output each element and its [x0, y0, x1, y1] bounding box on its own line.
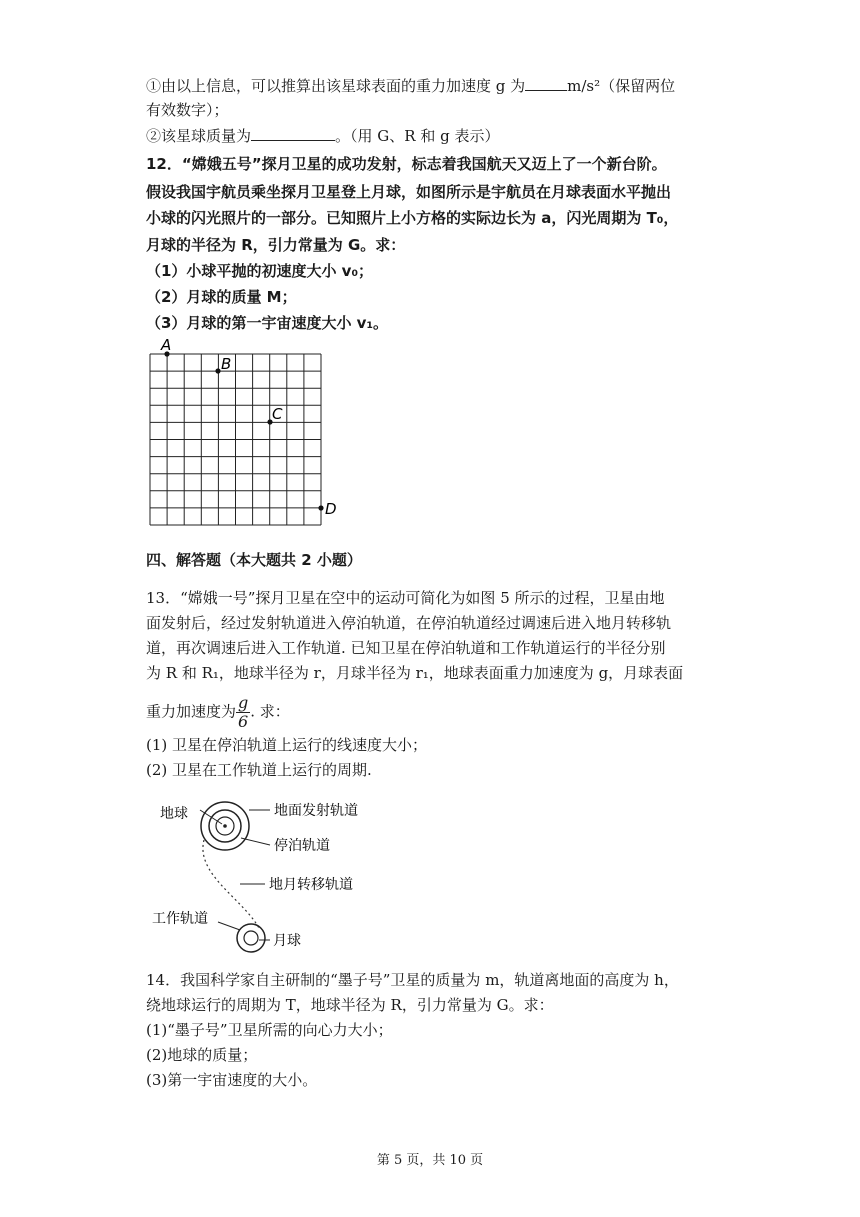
q13-line5-pre: 重力加速度为 — [146, 702, 237, 721]
q13-item1: (1) 卫星在停泊轨道上运行的线速度大小； — [146, 736, 428, 754]
q11-sub2-tail: 。（用 G、R 和 g 表示） — [335, 127, 500, 145]
q11-sub1-line — [146, 75, 675, 97]
q14-line1: 14．我国科学家自主研制的“墨子号”卫星的质量为 m，轨道离地面的高度为 h， — [146, 971, 679, 989]
q14-item2: (2)地球的质量； — [146, 1046, 258, 1064]
label-a: A — [161, 336, 172, 354]
q13-item2: (2) 卫星在工作轨道上运行的周期. — [146, 761, 372, 779]
answer-blank-g[interactable] — [525, 76, 567, 91]
q12-item2: （2）月球的质量 M； — [146, 288, 297, 306]
q11-sub1-text: ①由以上信息，可以推算出该星球表面的重力加速度 g 为 — [146, 77, 526, 95]
q11-sub2-line — [146, 125, 499, 147]
grid-lines — [150, 354, 321, 525]
label-transfer-orbit: 地月转移轨道 — [269, 877, 353, 893]
label-b: B — [221, 355, 232, 373]
q12-item1: （1）小球平抛的初速度大小 v₀； — [146, 262, 374, 280]
q12-line4: 月球的半径为 R，引力常量为 G。求： — [146, 236, 406, 254]
point-b — [215, 368, 220, 373]
q12-line2: 假设我国宇航员乘坐探月卫星登上月球，如图所示是宇航员在月球表面水平抛出 — [146, 183, 672, 201]
point-d — [318, 505, 323, 510]
label-d: D — [325, 500, 337, 518]
moon — [244, 931, 258, 945]
q13-line2: 面发射后，经过发射轨道进入停泊轨道，在停泊轨道经过调速后进入地月转移轨 — [146, 614, 672, 632]
q13-line1: 13．“嫦娥一号”探月卫星在空中的运动可简化为如图 5 所示的过程，卫星由地 — [146, 589, 665, 607]
label-moon: 月球 — [273, 933, 301, 949]
q14-item1: (1)“墨子号”卫星所需的向心力大小； — [146, 1021, 393, 1039]
transfer-orbit-path — [203, 840, 260, 930]
q12-item3: （3）月球的第一宇宙速度大小 v₁。 — [146, 314, 389, 332]
label-launch-orbit: 地面发射轨道 — [274, 803, 358, 819]
q11-sub1-cont: 有效数字）； — [146, 101, 229, 119]
answer-blank-mass[interactable] — [251, 126, 335, 141]
q12-line3: 小球的闪光照片的一部分。已知照片上小方格的实际边长为 a，闪光周期为 T₀， — [146, 209, 679, 227]
q13-line3: 道，再次调速后进入工作轨道. 已知卫星在停泊轨道和工作轨道运行的半径分别 — [146, 639, 666, 657]
q13-line5 — [146, 694, 290, 731]
q12-line1: 12．“嫦娥五号”探月卫星的成功发射，标志着我国航天又迈上了一个新台阶。 — [146, 155, 667, 173]
page-number: 第 5 页，共 10 页 — [376, 1153, 484, 1168]
label-earth: 地球 — [160, 806, 188, 822]
earth-center — [223, 824, 227, 828]
fraction-g-over-6: $\frac{g}{6}$ — [238, 693, 249, 731]
label-parking-orbit: 停泊轨道 — [274, 838, 330, 854]
orbit-diagram — [140, 790, 400, 965]
q13-line5-post: . 求： — [250, 702, 290, 721]
q13-line4: 为 R 和 R₁，地球半径为 r，月球半径为 r₁，地球表面重力加速度为 g，月球表面 — [146, 664, 684, 682]
q14-line2: 绕地球运行的周期为 T，地球半径为 R，引力常量为 G。求： — [146, 996, 554, 1014]
section-heading: 四、解答题（本大题共 2 小题） — [146, 551, 362, 569]
q11-sub2-text: ②该星球质量为 — [146, 127, 252, 145]
label-c: C — [272, 405, 283, 423]
work-orbit — [237, 924, 265, 952]
label-work-orbit: 工作轨道 — [152, 911, 208, 927]
q11-sub1-unit: m/s²（保留两位 — [567, 77, 676, 95]
flash-photo-grid — [140, 330, 350, 530]
q14-item3: (3)第一宇宙速度的大小。 — [146, 1071, 318, 1089]
